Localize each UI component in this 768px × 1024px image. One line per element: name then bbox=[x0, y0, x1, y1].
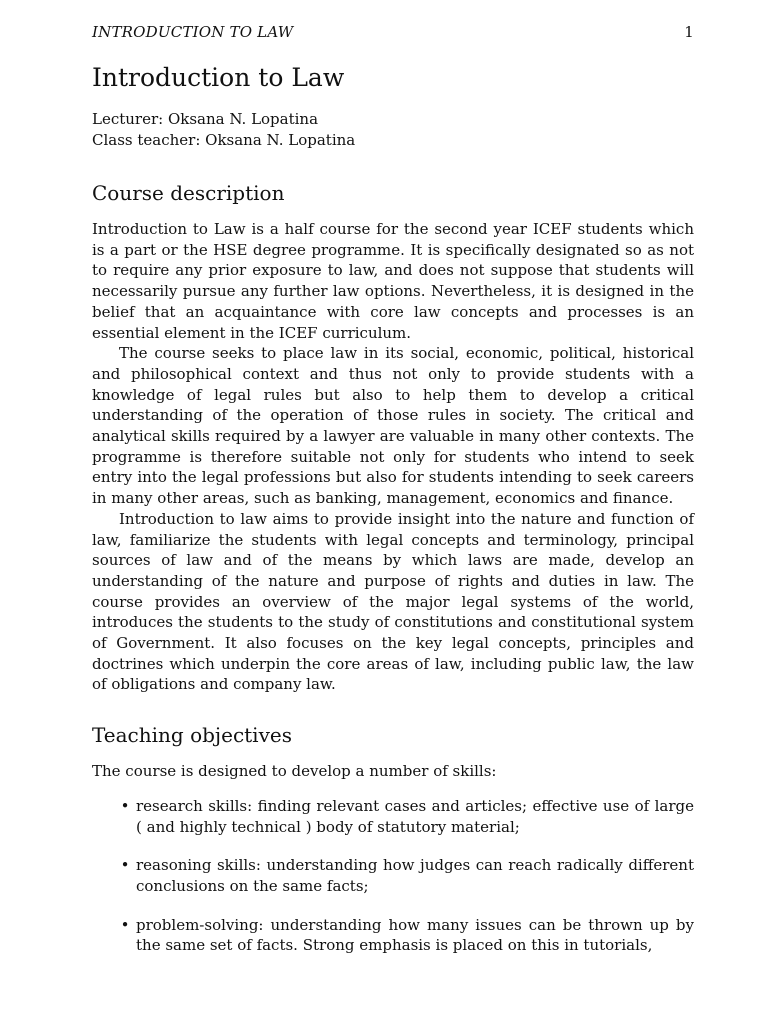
list-item bbox=[92, 915, 694, 956]
lecturer-line: Lecturer: Oksana N. Lopatina bbox=[92, 110, 319, 128]
list-item-text: problem-solving: understanding how many issues can be thrown up by the same set of facts. Strong emphasis is placed on this in tutorials, bbox=[136, 915, 694, 955]
bullet-icon: • bbox=[120, 796, 130, 815]
teaching-objectives-heading: Teaching objectives bbox=[92, 723, 292, 748]
list-item-text: research skills: finding relevant cases and articles; effective use of large ( and highly technical ) body of statutory material; bbox=[136, 796, 694, 836]
document-title: Introduction to Law bbox=[92, 63, 345, 92]
course-description-heading: Course description bbox=[92, 181, 285, 205]
course-staff bbox=[92, 109, 694, 151]
running-head-title: INTRODUCTION TO LAW bbox=[92, 23, 294, 41]
bullet-icon: • bbox=[120, 915, 130, 934]
skills-list bbox=[92, 796, 694, 956]
course-description-paragraph-1: Introduction to Law is a half course for the second year ICEF students which is a part or the HSE degree programme. It is specifically designated so as not to require any prior exposure to law, and does not suppose that students will necessarily pursue any further law options. Nevertheless, it is designed in the belief that an acquaintance with core law concepts and processes is an essential element in the ICEF curriculum. bbox=[92, 220, 694, 342]
course-description-paragraph-3: Introduction to law aims to provide insight into the nature and function of law, familiarize the students with legal concepts and terminology, principal sources of law and of the means by which laws are made, develop an understanding of the nature and purpose of rights and duties in law. The course provides an overview of the major legal systems of the world, introduces the students to the study of constitutions and constitutional system of Government. It also focuses on the key legal concepts, principles and doctrines which underpin the core areas of law, including public law, the law of obligations and company law. bbox=[92, 509, 694, 694]
class-teacher-line: Class teacher: Oksana N. Lopatina bbox=[92, 131, 356, 149]
list-item-text: reasoning skills: understanding how judges can reach radically different conclusions on the same facts; bbox=[136, 856, 694, 895]
bullet-icon: • bbox=[120, 856, 130, 875]
document-page bbox=[92, 22, 694, 974]
list-item bbox=[92, 796, 694, 837]
page-number: 1 bbox=[684, 23, 694, 41]
teaching-objectives-intro: The course is designed to develop a number of skills: bbox=[92, 762, 497, 781]
running-head bbox=[92, 22, 694, 42]
list-item bbox=[92, 855, 694, 896]
course-description-paragraph-2: The course seeks to place law in its social, economic, political, historical and philosophical context and thus not only to provide students with a knowledge of legal rules but also to help them to develop a critical understanding of the operation of those rules in society. The critical and analytical skills required by a lawyer are valuable in many other contexts. The programme is therefore suitable not only for students who intend to seek entry into the legal professions but also for students intending to seek careers in many other areas, such as banking, management, economics and finance. bbox=[92, 344, 694, 508]
